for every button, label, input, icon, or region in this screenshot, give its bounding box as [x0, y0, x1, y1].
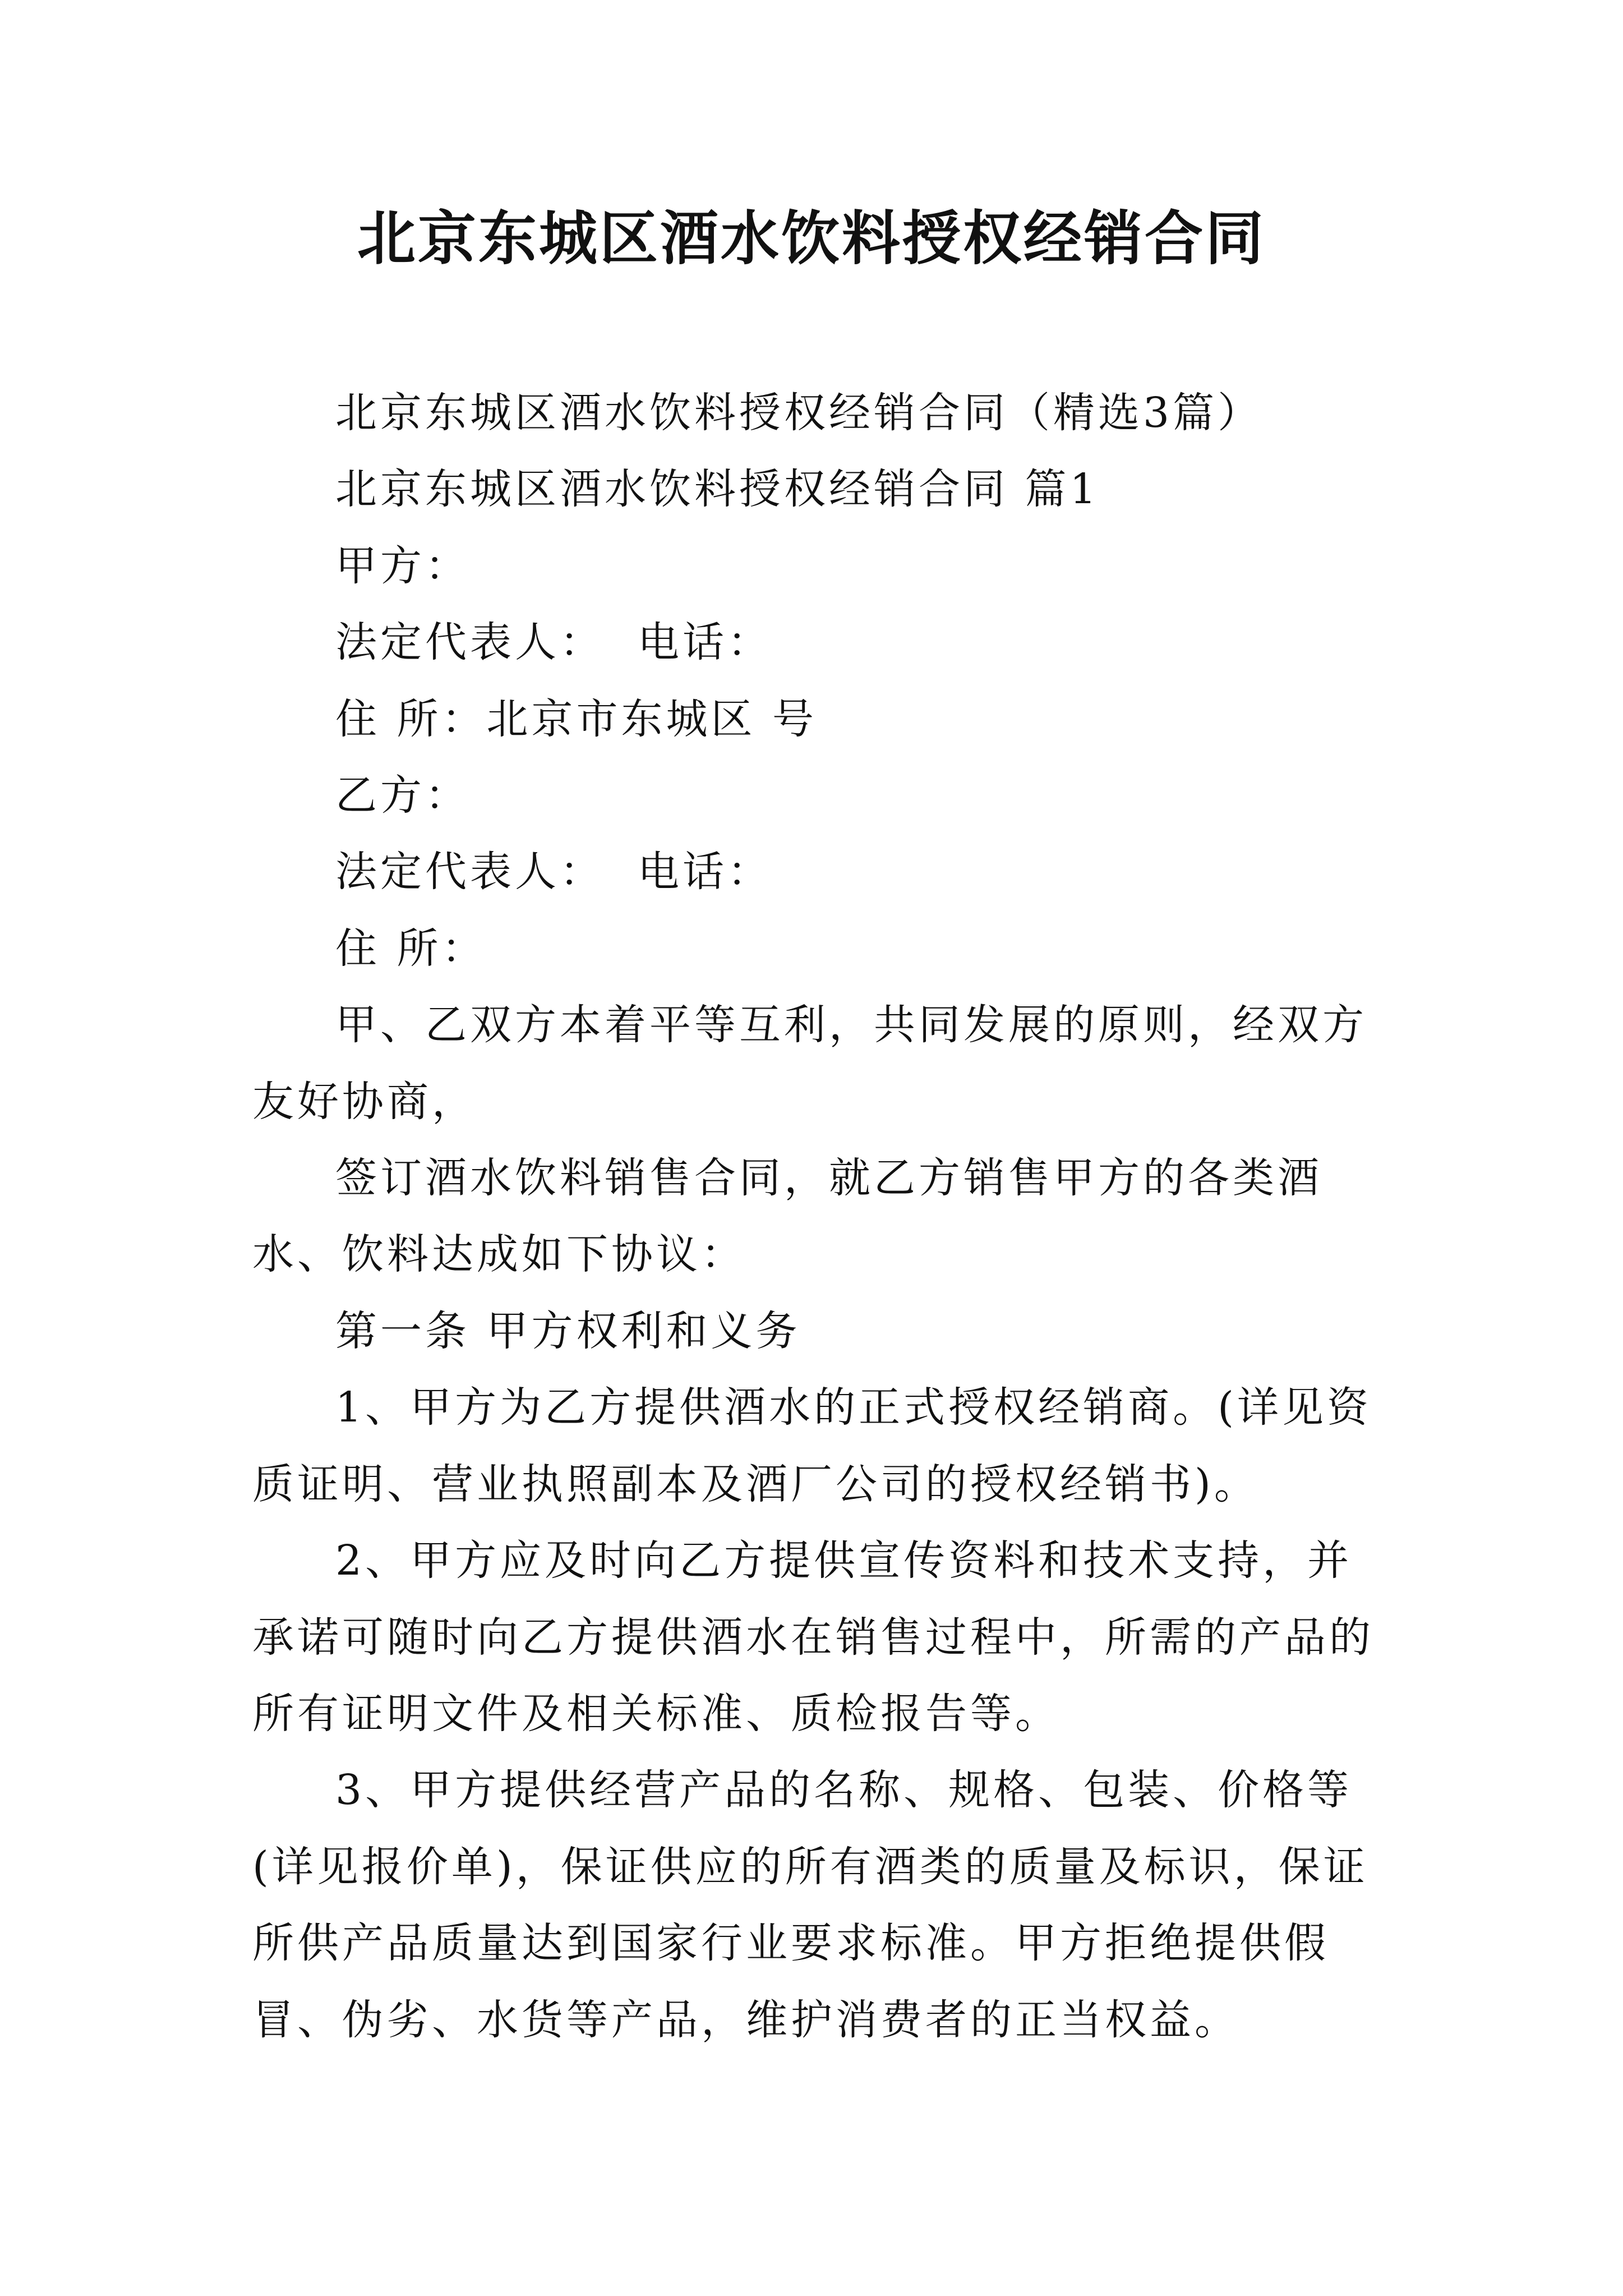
- document-body: [252, 375, 1385, 2058]
- document-title: 北京东城区酒水饮料授权经销合同: [357, 204, 1266, 273]
- paragraph-subtitle: 北京东城区酒水饮料授权经销合同（精选3篇）: [335, 389, 1263, 437]
- paragraph-clause-3: 3、甲方提供经营产品的名称、规格、包装、价格等(详见报价单)，保证供应的所有酒类的质量及标识，保证所供产品质量达到国家行业要求标准。甲方拒绝提供假冒、伪劣、水货等产品，维护消费者的正当权益。: [252, 1766, 1368, 2044]
- paragraph-party-a-address: 住 所：北京市东城区 号: [335, 694, 818, 743]
- paragraph-party-b: 乙方：: [335, 771, 470, 820]
- paragraph-party-a-representative: 法定代表人： 电话：: [335, 618, 773, 667]
- paragraph-agreement: 签订酒水饮料销售合同，就乙方销售甲方的各类酒水、饮料达成如下协议：: [252, 1154, 1322, 1279]
- paragraph-section-heading: 北京东城区酒水饮料授权经销合同 篇1: [335, 465, 1100, 514]
- paragraph-clause-1: 1、甲方为乙方提供酒水的正式授权经销商。(详见资质证明、营业执照副本及酒厂公司的授权经销书)。: [252, 1383, 1372, 1508]
- paragraph-party-b-representative: 法定代表人： 电话：: [335, 848, 773, 896]
- paragraph-clause-2: 2、甲方应及时向乙方提供宣传资料和技术支持，并承诺可随时向乙方提供酒水在销售过程中，所需的产品的所有证明文件及相关标准、质检报告等。: [252, 1536, 1374, 1738]
- paragraph-party-a: 甲方：: [335, 541, 470, 590]
- paragraph-preamble: 甲、乙双方本着平等互利，共同发展的原则，经双方友好协商，: [252, 1001, 1367, 1126]
- paragraph-article-1-heading: 第一条 甲方权利和义务: [335, 1306, 801, 1355]
- paragraph-party-b-address: 住 所：: [335, 924, 487, 973]
